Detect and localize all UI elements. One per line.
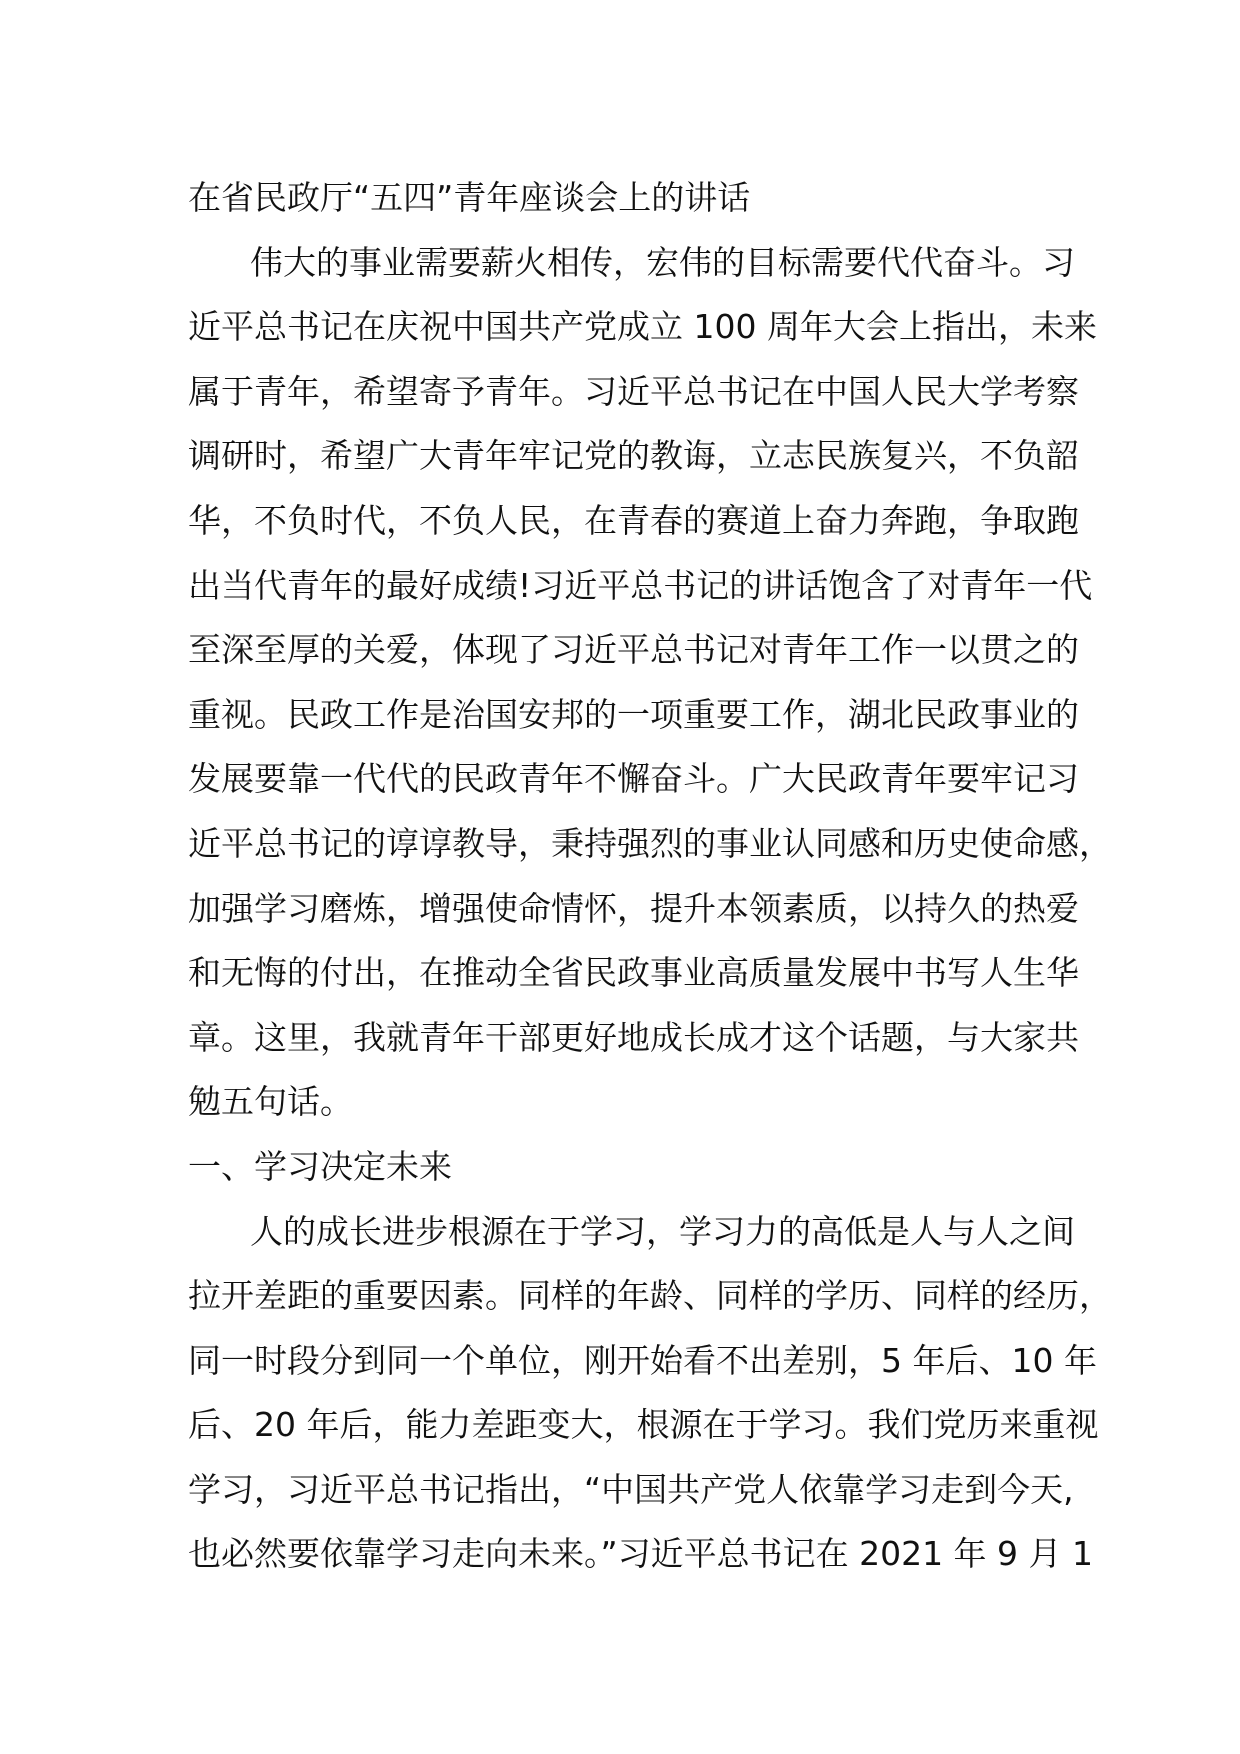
section-heading-1: 一、学习决定未来: [188, 1146, 452, 1186]
paragraph-line: 后、20 年后，能力差距变大，根源在于学习。我们党历来重视: [188, 1405, 1099, 1445]
paragraph-line: 重视。民政工作是治国安邦的一项重要工作，湖北民政事业的: [188, 694, 1079, 734]
paragraph-line: 近平总书记的谆谆教导，秉持强烈的事业认同感和历史使命感，: [188, 823, 1112, 863]
paragraph-line: 属于青年，希望寄予青年。习近平总书记在中国人民大学考察: [188, 371, 1079, 411]
paragraph-line: 发展要靠一代代的民政青年不懈奋斗。广大民政青年要牢记习: [188, 759, 1079, 799]
paragraph-line: 拉开差距的重要因素。同样的年龄、同样的学历、同样的经历，: [188, 1276, 1112, 1316]
paragraph-line: 近平总书记在庆祝中国共产党成立 100 周年大会上指出，未来: [188, 307, 1097, 347]
paragraph-line: 和无悔的付出，在推动全省民政事业高质量发展中书写人生华: [188, 953, 1079, 993]
paragraph-line: 华，不负时代，不负人民，在青春的赛道上奋力奔跑，争取跑: [188, 500, 1079, 540]
paragraph-line: 人的成长进步根源在于学习，学习力的高低是人与人之间: [250, 1211, 1075, 1251]
paragraph-1: [188, 231, 1112, 1135]
paragraph-line: 至深至厚的关爱，体现了习近平总书记对青年工作一以贯之的: [188, 630, 1079, 670]
paragraph-line: 出当代青年的最好成绩!习近平总书记的讲话饱含了对青年一代: [188, 565, 1093, 605]
paragraph-line: 学习，习近平总书记指出，“中国共产党人依靠学习走到今天,: [188, 1469, 1074, 1509]
document-body: [188, 166, 1112, 1587]
paragraph-2: [188, 1200, 1112, 1588]
paragraph-line: 同一时段分到同一个单位，刚开始看不出差别，5 年后、10 年: [188, 1340, 1097, 1380]
document-title: 在省民政厅“五四”青年座谈会上的讲话: [188, 178, 751, 217]
paragraph-line: 加强学习磨炼，增强使命情怀，提升本领素质，以持久的热爱: [188, 888, 1079, 928]
paragraph-line: 调研时，希望广大青年牢记党的教诲，立志民族复兴，不负韶: [188, 436, 1079, 476]
paragraph-line: 也必然要依靠学习走向未来。”习近平总书记在 2021 年 9 月 1: [188, 1534, 1094, 1574]
paragraph-line: 章。这里，我就青年干部更好地成长成才这个话题，与大家共: [188, 1017, 1079, 1057]
paragraph-line: 勉五句话。: [188, 1082, 353, 1122]
paragraph-line: 伟大的事业需要薪火相传，宏伟的目标需要代代奋斗。习: [250, 242, 1075, 282]
